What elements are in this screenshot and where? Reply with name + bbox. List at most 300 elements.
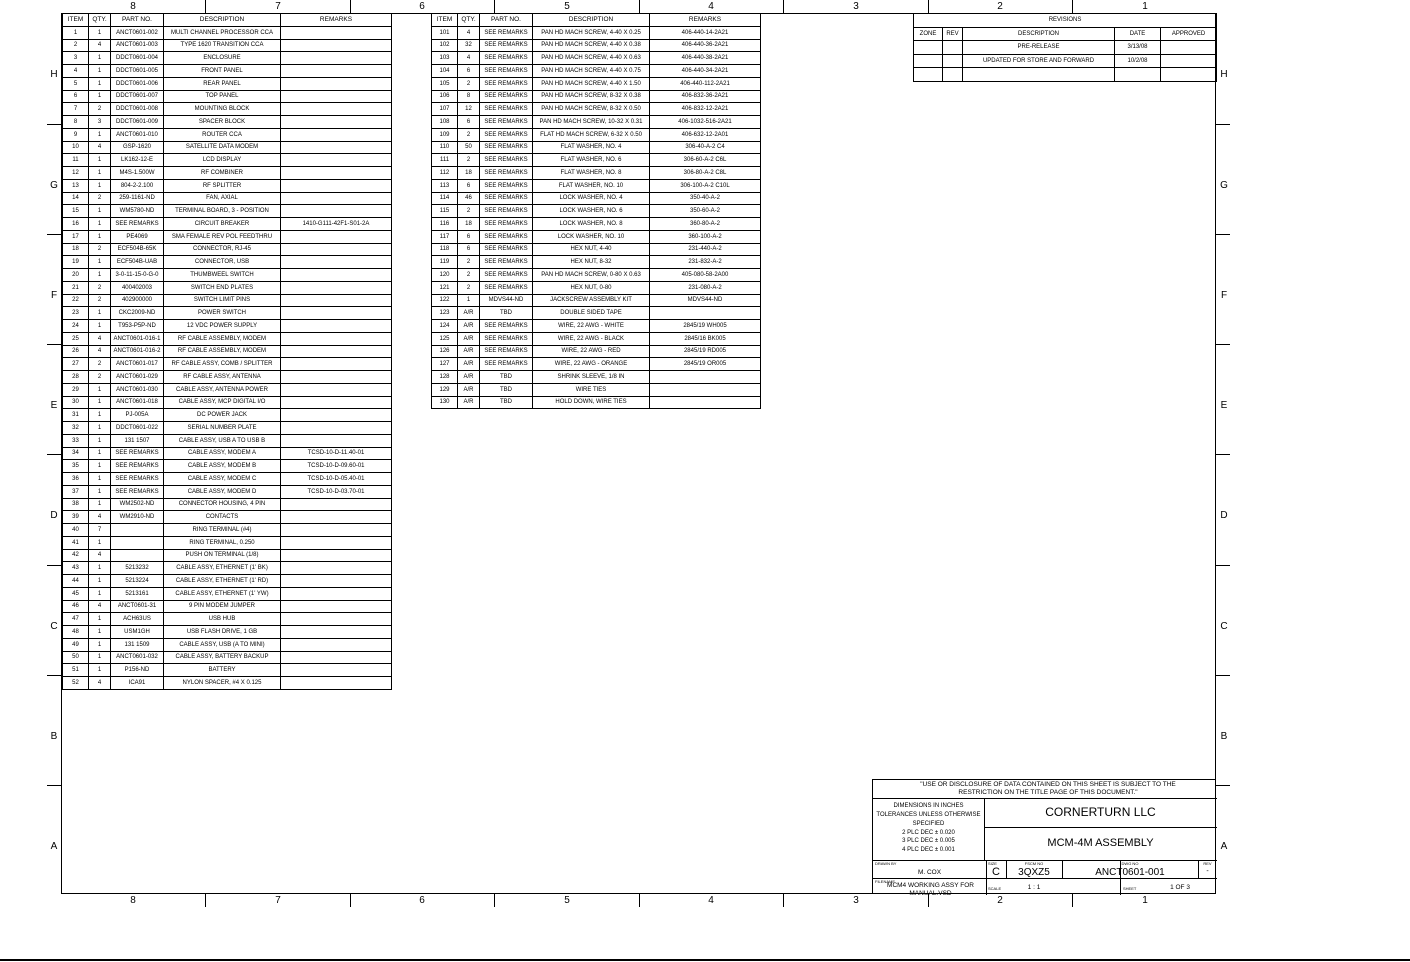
bom-qty-cell: 2 [458, 269, 480, 282]
bom-qty-cell: 8 [458, 90, 480, 103]
zone-tick [1216, 234, 1230, 235]
bom-row [432, 205, 761, 218]
revisions-header-approved: APPROVED [1161, 27, 1217, 41]
bom-item-cell: 120 [432, 269, 458, 282]
zone-row-right: C [1220, 621, 1228, 632]
bom-part-no-cell: 259-1161-ND [111, 192, 164, 205]
bom-row [63, 498, 392, 511]
bom-description-cell: MULTI CHANNEL PROCESSOR CCA [164, 26, 281, 39]
bom-item-cell: 101 [432, 26, 458, 39]
revision-date: 3/13/08 [1115, 41, 1161, 55]
bom-remarks-cell: 2845/19 OR005 [650, 358, 761, 371]
bom-item-cell: 2 [63, 39, 89, 52]
bom-qty-cell: 1 [89, 52, 111, 65]
bom-remarks-cell [281, 575, 392, 588]
bom-row [63, 626, 392, 639]
bom-qty-cell: 2 [89, 358, 111, 371]
bom-part-no-cell: MDVS44-ND [480, 294, 533, 307]
bom-item-cell: 8 [63, 116, 89, 129]
zone-tick [1216, 785, 1230, 786]
bom-part-no-cell: WM2910-ND [111, 511, 164, 524]
bom-row [63, 154, 392, 167]
bom-part-no-cell: CKC2009-ND [111, 307, 164, 320]
bom-qty-cell: 1 [89, 626, 111, 639]
bom-item-cell: 112 [432, 167, 458, 180]
bom-item-cell: 46 [63, 600, 89, 613]
zone-tick [1216, 124, 1230, 125]
bom-remarks-cell [650, 371, 761, 384]
bom-part-no-cell: ANCT0601-018 [111, 396, 164, 409]
bom-description-cell: PAN HD MACH SCREW, 4-40 X 0.63 [533, 52, 650, 65]
bom-qty-cell: A/R [458, 345, 480, 358]
bom-part-no-cell: M4S-1.500W [111, 167, 164, 180]
bom-part-no-cell: ANCT0601-017 [111, 358, 164, 371]
bom-remarks-cell: 406-832-36-2A21 [650, 90, 761, 103]
bom-description-cell: ENCLOSURE [164, 52, 281, 65]
bom-part-no-cell: SEE REMARKS [480, 39, 533, 52]
zone-column-bottom: 3 [853, 895, 859, 906]
bom-row [63, 549, 392, 562]
bom-part-no-cell: USM1GH [111, 626, 164, 639]
bom-row [63, 269, 392, 282]
bom-qty-cell: 1 [89, 485, 111, 498]
company-name: CORNERTURN LLC [1045, 805, 1156, 819]
bom-remarks-cell [650, 307, 761, 320]
bom-item-cell: 121 [432, 281, 458, 294]
bom-description-cell: HEX NUT, 0-80 [533, 281, 650, 294]
bom-qty-cell: 1 [89, 460, 111, 473]
bom-remarks-cell: 405-080-58-2A00 [650, 269, 761, 282]
bom-item-cell: 43 [63, 562, 89, 575]
revisions-header-row [914, 27, 1217, 41]
revision-row [914, 41, 1217, 55]
bom-remarks-cell: 2845/19 RD005 [650, 345, 761, 358]
bom-qty-cell: 1 [89, 498, 111, 511]
bom-remarks-cell [281, 358, 392, 371]
bom-item-cell: 50 [63, 651, 89, 664]
bom-remarks-cell [281, 677, 392, 690]
bom-row [432, 192, 761, 205]
bom-remarks-cell: MDVS44-ND [650, 294, 761, 307]
bom-item-cell: 36 [63, 473, 89, 486]
bom-part-no-cell: 5213232 [111, 562, 164, 575]
bom-description-cell: CABLE ASSY, MODEM B [164, 460, 281, 473]
bom-qty-cell: 50 [458, 141, 480, 154]
bom-qty-cell: 2 [458, 154, 480, 167]
bom-part-no-cell: SEE REMARKS [480, 358, 533, 371]
bom-row [63, 396, 392, 409]
bom-row [432, 371, 761, 384]
bom-qty-cell: 1 [89, 154, 111, 167]
bom-description-cell: CONNECTOR, RJ-45 [164, 243, 281, 256]
bom-remarks-cell: 1410-G111-42F1-S01-2A [281, 218, 392, 231]
zone-column-bottom: 5 [564, 895, 570, 906]
size-label: SIZE [988, 861, 997, 866]
zone-row-right: A [1220, 841, 1228, 852]
bom-item-cell: 38 [63, 498, 89, 511]
zone-column-bottom: 8 [130, 895, 136, 906]
bom-description-cell: FLAT WASHER, NO. 10 [533, 179, 650, 192]
bom-description-cell: FRONT PANEL [164, 65, 281, 78]
bom-row [63, 281, 392, 294]
bom-item-cell: 30 [63, 396, 89, 409]
tolerances-line-4: 2 PLC DEC ± 0.020 [902, 830, 955, 836]
bom-remarks-cell [281, 498, 392, 511]
bom-qty-cell: A/R [458, 332, 480, 345]
bom-description-cell: RF CABLE ASSY, ANTENNA [164, 371, 281, 384]
bom-qty-cell: 2 [458, 205, 480, 218]
bom-item-cell: 14 [63, 192, 89, 205]
bom-part-no-cell: T953-P5P-ND [111, 320, 164, 333]
bom-remarks-cell: 2845/16 BK005 [650, 332, 761, 345]
bom-remarks-cell [281, 243, 392, 256]
bom-description-cell: FAN, AXIAL [164, 192, 281, 205]
zone-row-left: G [50, 180, 58, 191]
bom-part-no-cell: ANCT0601-31 [111, 600, 164, 613]
zone-tick [350, 0, 351, 13]
zone-row-right: G [1220, 180, 1228, 191]
tolerances-line-6: 4 PLC DEC ± 0.001 [902, 847, 955, 853]
bom-row [432, 65, 761, 78]
bom-item-cell: 47 [63, 613, 89, 626]
bom-remarks-cell: TCSD-10-D-03.70-01 [281, 485, 392, 498]
bom-item-cell: 10 [63, 141, 89, 154]
bom-description-cell: REAR PANEL [164, 77, 281, 90]
bom-part-no-cell: ANCT0601-032 [111, 651, 164, 664]
bom-row [63, 192, 392, 205]
bom-qty-cell: 1 [89, 230, 111, 243]
bom-part-no-cell: DDCT0601-006 [111, 77, 164, 90]
bom-qty-cell: 6 [458, 243, 480, 256]
bom-part-no-cell: ANCT0601-016-1 [111, 332, 164, 345]
tolerances-line-1: DIMENSIONS IN INCHES [893, 803, 964, 809]
zone-tick [47, 234, 61, 235]
zone-tick [350, 894, 351, 907]
bom-item-cell: 48 [63, 626, 89, 639]
bom-remarks-cell: 306-60-A-2 C6L [650, 154, 761, 167]
bom-row [63, 320, 392, 333]
bom-description-cell: PAN HD MACH SCREW, 8-32 X 0.38 [533, 90, 650, 103]
bom-qty-cell: 1 [89, 179, 111, 192]
bom-remarks-cell [281, 664, 392, 677]
bom-part-no-cell: P156-ND [111, 664, 164, 677]
bom-row [432, 218, 761, 231]
bom-row [432, 167, 761, 180]
bom-part-no-cell: ANCT0601-016-2 [111, 345, 164, 358]
bom-item-cell: 123 [432, 307, 458, 320]
bom-remarks-cell [281, 320, 392, 333]
bom-remarks-cell: 350-60-A-2 [650, 205, 761, 218]
bom-row [432, 26, 761, 39]
bom-remarks-cell: 231-080-A-2 [650, 281, 761, 294]
sheet-size: C [992, 866, 1000, 878]
bom-description-cell: CABLE ASSY, MODEM A [164, 447, 281, 460]
bom-part-no-cell: ICA91 [111, 677, 164, 690]
bom-row [63, 613, 392, 626]
filename: MCM4 WORKING ASSY FOR MANUAL.VSD [887, 882, 974, 897]
bom-remarks-cell [281, 626, 392, 639]
bom-table-left [62, 13, 392, 690]
bom-item-cell: 117 [432, 230, 458, 243]
bom-remarks-cell: 2845/19 WH005 [650, 320, 761, 333]
bom-item-cell: 106 [432, 90, 458, 103]
bom-row [63, 677, 392, 690]
bom-part-no-cell: WM5780-ND [111, 205, 164, 218]
bom-remarks-cell: 406-440-36-2A21 [650, 39, 761, 52]
bom-qty-cell: 2 [89, 192, 111, 205]
revision-row [914, 54, 1217, 68]
bom-remarks-cell [281, 281, 392, 294]
bom-part-no-cell: DDCT0601-008 [111, 103, 164, 116]
zone-row-right: F [1220, 290, 1228, 301]
bom-item-cell: 19 [63, 256, 89, 269]
bom-qty-cell: 1 [89, 205, 111, 218]
zone-row-right: B [1220, 731, 1228, 742]
bom-remarks-cell [281, 511, 392, 524]
bom-part-no-cell: SEE REMARKS [480, 256, 533, 269]
bom-part-no-cell: SEE REMARKS [480, 269, 533, 282]
bom-remarks-cell [281, 154, 392, 167]
zone-column-top: 5 [564, 1, 570, 12]
bom-table-right [431, 13, 761, 409]
revision-rev [943, 41, 963, 55]
revisions-header-zone: ZONE [914, 27, 943, 41]
revision-approved [1161, 41, 1217, 55]
bom-row [63, 651, 392, 664]
bom-item-cell: 17 [63, 230, 89, 243]
bom-remarks-cell: 406-440-14-2A21 [650, 26, 761, 39]
bom-description-cell: DC POWER JACK [164, 409, 281, 422]
bom-description-cell: PUSH ON TERMINAL (1/8) [164, 549, 281, 562]
bom-item-cell: 4 [63, 65, 89, 78]
bom-item-cell: 128 [432, 371, 458, 384]
bom-qty-cell: 2 [89, 281, 111, 294]
bom-item-cell: 116 [432, 218, 458, 231]
bom-description-cell: PAN HD MACH SCREW, 0-80 X 0.63 [533, 269, 650, 282]
bom-row [432, 281, 761, 294]
bom-description-cell: SWITCH END PLATES [164, 281, 281, 294]
bom-remarks-cell [281, 65, 392, 78]
bom-qty-cell: 1 [89, 575, 111, 588]
bom-description-cell: RF SPLITTER [164, 179, 281, 192]
bom-remarks-cell [650, 383, 761, 396]
bom-description-cell: PAN HD MACH SCREW, 4-40 X 0.38 [533, 39, 650, 52]
revisions-title-row [914, 14, 1217, 28]
bom-row [432, 77, 761, 90]
bom-description-cell: TERMINAL BOARD, 3 - POSITION [164, 205, 281, 218]
bom-item-cell: 31 [63, 409, 89, 422]
bom-remarks-cell [281, 179, 392, 192]
bom-part-no-cell: SEE REMARKS [480, 65, 533, 78]
bom-part-no-cell: SEE REMARKS [480, 141, 533, 154]
bom-row [63, 345, 392, 358]
bom-description-cell: RF COMBINER [164, 167, 281, 180]
bom-remarks-cell: TCSD-10-D-05.40-01 [281, 473, 392, 486]
bom-remarks-cell: TCSD-10-D-09.60-01 [281, 460, 392, 473]
revision-zone [914, 54, 943, 68]
bom-row [432, 358, 761, 371]
bom-row [63, 524, 392, 537]
bom-item-cell: 114 [432, 192, 458, 205]
bom-description-cell: 12 VDC POWER SUPPLY [164, 320, 281, 333]
zone-column-bottom: 6 [419, 895, 425, 906]
bom-item-cell: 20 [63, 269, 89, 282]
zone-row-left: F [50, 290, 58, 301]
bom-row [63, 409, 392, 422]
bom-item-cell: 39 [63, 511, 89, 524]
bom-item-cell: 25 [63, 332, 89, 345]
bom-description-cell: PAN HD MACH SCREW, 4-40 X 0.75 [533, 65, 650, 78]
bom-header-description: DESCRIPTION [533, 14, 650, 27]
bom-remarks-cell: 360-80-A-2 [650, 218, 761, 231]
bom-qty-cell: 4 [89, 39, 111, 52]
bom-part-no-cell: SEE REMARKS [480, 116, 533, 129]
bom-remarks-cell [281, 396, 392, 409]
bom-item-cell: 26 [63, 345, 89, 358]
bom-description-cell: FLAT WASHER, NO. 8 [533, 167, 650, 180]
bom-item-cell: 111 [432, 154, 458, 167]
bom-description-cell: CONTACTS [164, 511, 281, 524]
bom-part-no-cell: SEE REMARKS [480, 320, 533, 333]
bom-qty-cell: 2 [458, 77, 480, 90]
zone-tick [47, 785, 61, 786]
bom-qty-cell: 2 [89, 294, 111, 307]
bom-part-no-cell: SEE REMARKS [111, 473, 164, 486]
zone-column-bottom: 1 [1142, 895, 1148, 906]
bom-description-cell: WIRE, 22 AWG - WHITE [533, 320, 650, 333]
bom-item-cell: 37 [63, 485, 89, 498]
bom-item-cell: 18 [63, 243, 89, 256]
bom-part-no-cell: 400402003 [111, 281, 164, 294]
bom-row [63, 167, 392, 180]
bom-qty-cell: 1 [89, 613, 111, 626]
bom-item-cell: 40 [63, 524, 89, 537]
bom-item-cell: 41 [63, 536, 89, 549]
bom-part-no-cell: ANCT0601-010 [111, 128, 164, 141]
sheet-value: 1 OF 3 [1170, 884, 1190, 891]
zone-tick [47, 344, 61, 345]
bom-remarks-cell [281, 524, 392, 537]
bom-remarks-cell [281, 638, 392, 651]
bom-description-cell: LOCK WASHER, NO. 4 [533, 192, 650, 205]
bom-description-cell: LOCK WASHER, NO. 8 [533, 218, 650, 231]
zone-tick [1216, 454, 1230, 455]
bom-part-no-cell: SEE REMARKS [111, 447, 164, 460]
bom-row [63, 447, 392, 460]
bom-qty-cell: 2 [89, 103, 111, 116]
bom-row [63, 294, 392, 307]
bom-description-cell: RF CABLE ASSY, COMB / SPLITTER [164, 358, 281, 371]
bom-description-cell: CABLE ASSY, USB (A TO MINI) [164, 638, 281, 651]
bom-description-cell: PAN HD MACH SCREW, 4-40 X 0.25 [533, 26, 650, 39]
bom-part-no-cell: SEE REMARKS [480, 205, 533, 218]
bom-header-remarks: REMARKS [650, 14, 761, 27]
bom-qty-cell: 6 [458, 230, 480, 243]
bom-remarks-cell [281, 141, 392, 154]
zone-tick [47, 454, 61, 455]
bom-qty-cell: A/R [458, 396, 480, 409]
zone-row-left: D [50, 510, 58, 521]
bom-row [432, 320, 761, 333]
bom-qty-cell: A/R [458, 383, 480, 396]
bom-remarks-cell [281, 230, 392, 243]
bom-item-cell: 24 [63, 320, 89, 333]
zone-tick [1216, 344, 1230, 345]
bom-remarks-cell [281, 103, 392, 116]
bom-qty-cell: 1 [89, 77, 111, 90]
bom-row [63, 65, 392, 78]
bom-row [63, 39, 392, 52]
revision-value: - [1206, 868, 1209, 875]
bom-qty-cell: 1 [89, 587, 111, 600]
bom-remarks-cell [281, 345, 392, 358]
bom-remarks-cell: 231-832-A-2 [650, 256, 761, 269]
bom-part-no-cell: TBD [480, 396, 533, 409]
bom-row [63, 307, 392, 320]
bom-part-no-cell: SEE REMARKS [480, 128, 533, 141]
bom-part-no-cell: TBD [480, 371, 533, 384]
zone-row-right: D [1220, 510, 1228, 521]
bom-description-cell: PAN HD MACH SCREW, 4-40 X 1.50 [533, 77, 650, 90]
fscm-label: FSCM NO [1024, 861, 1044, 866]
bom-part-no-cell: SEE REMARKS [480, 345, 533, 358]
bom-header-part-no: PART NO. [480, 14, 533, 27]
bom-remarks-cell [281, 613, 392, 626]
sheet-label: SHEET [1123, 886, 1137, 891]
bom-description-cell: CONNECTOR HOUSING, 4 PIN [164, 498, 281, 511]
bom-header-part-no: PART NO. [111, 14, 164, 27]
bom-row [63, 230, 392, 243]
bom-qty-cell: 18 [458, 167, 480, 180]
zone-column-bottom: 7 [275, 895, 281, 906]
bom-remarks-cell [281, 307, 392, 320]
bom-part-no-cell: 131 1509 [111, 638, 164, 651]
bom-remarks-cell: 306-40-A-2 C4 [650, 141, 761, 154]
zone-tick [47, 675, 61, 676]
bom-remarks-cell [281, 549, 392, 562]
zone-tick [494, 0, 495, 13]
bom-row [63, 179, 392, 192]
bom-item-cell: 12 [63, 167, 89, 180]
bom-qty-cell: 3 [89, 116, 111, 129]
zone-tick [639, 0, 640, 13]
bom-part-no-cell: DDCT0601-007 [111, 90, 164, 103]
bom-part-no-cell: SEE REMARKS [480, 332, 533, 345]
bom-item-cell: 11 [63, 154, 89, 167]
revision-approved [1161, 68, 1217, 82]
tolerances-line-2: TOLERANCES UNLESS OTHERWISE [876, 812, 981, 818]
bom-part-no-cell: ECF504B-65K [111, 243, 164, 256]
bom-part-no-cell: SEE REMARKS [111, 460, 164, 473]
zone-column-top: 8 [130, 1, 136, 12]
bom-description-cell: 9 PIN MODEM JUMPER [164, 600, 281, 613]
bom-item-cell: 49 [63, 638, 89, 651]
bom-qty-cell: 4 [89, 511, 111, 524]
bom-item-cell: 7 [63, 103, 89, 116]
revision-rev [943, 68, 963, 82]
bom-part-no-cell: DDCT0601-022 [111, 422, 164, 435]
bom-item-cell: 122 [432, 294, 458, 307]
bom-part-no-cell: DDCT0601-009 [111, 116, 164, 129]
bom-row [63, 141, 392, 154]
bom-row [63, 473, 392, 486]
bom-remarks-cell [650, 396, 761, 409]
bom-qty-cell: 4 [89, 141, 111, 154]
bom-part-no-cell: WM2502-ND [111, 498, 164, 511]
bom-description-cell: TOP PANEL [164, 90, 281, 103]
bom-qty-cell: 2 [89, 243, 111, 256]
bom-row [432, 116, 761, 129]
